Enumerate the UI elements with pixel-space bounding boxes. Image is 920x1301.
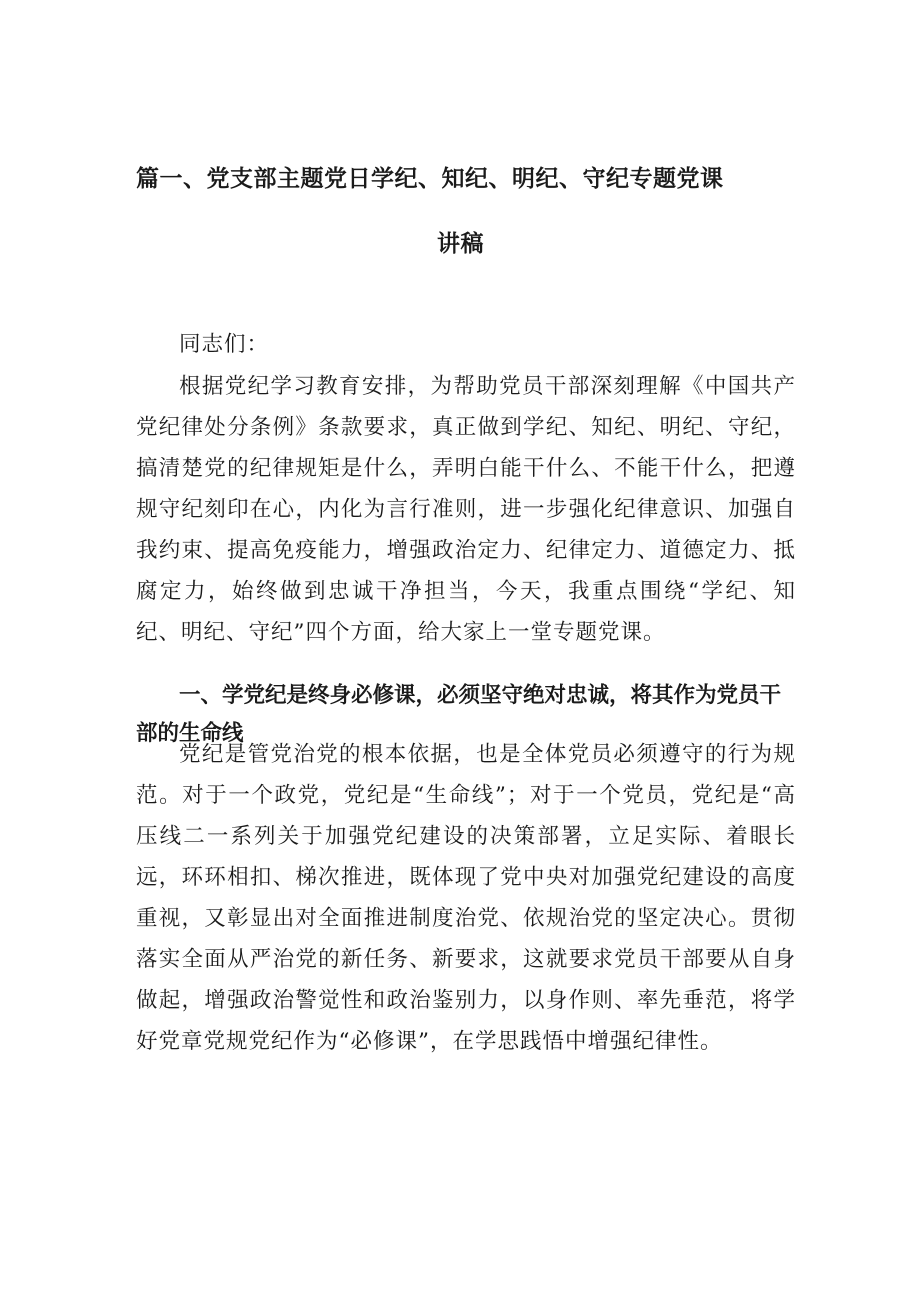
greeting: 同志们： xyxy=(179,332,270,357)
paragraph-intro: 根据党纪学习教育安排，为帮助党员干部深刻理解《中国共产党纪律处分条例》条款要求，真正做到学纪、知纪、明纪、守纪，搞清楚党的纪律规矩是什么，弄明白能干什么、不能干什么，把遵规守纪刻印在心，内化为言行准则，进一步强化纪律意识、加强自我约束、提高免疫能力，增强政治定力、纪律定力、道德定力、抵腐定力，始终做到忠诚干净担当，今天，我重点围绕“学纪、知纪、明纪、守纪”四个方面，给大家上一堂专题党课。 xyxy=(136,374,796,645)
section-heading-1: 一、学党纪是终身必修课，必须坚守绝对忠诚，将其作为党员干部的生命线 xyxy=(136,683,782,746)
document-title-line-1: 篇一、党支部主题党日学纪、知纪、明纪、守纪专题党课 xyxy=(136,166,724,192)
document-title-line-2: 讲稿 xyxy=(437,231,484,257)
paragraph-section-1: 党纪是管党治党的根本依据，也是全体党员必须遵守的行为规范。对于一个政党，党纪是“生命线”；对于一个党员，党纪是“高压线二一系列关于加强党纪建设的决策部署，立足实际、着眼长远，环环相扣、梯次推进，既体现了党中央对加强党纪建设的高度重视，又彰显出对全面推进制度治党、依规治党的坚定决心。贯彻落实全面从严治党的新任务、新要求，这就要求党员干部要从自身做起，增强政治警觉性和政治鉴别力，以身作则、率先垂范，将学好党章党规党纪作为“必修课”，在学思践悟中增强纪律性。 xyxy=(136,742,796,1054)
